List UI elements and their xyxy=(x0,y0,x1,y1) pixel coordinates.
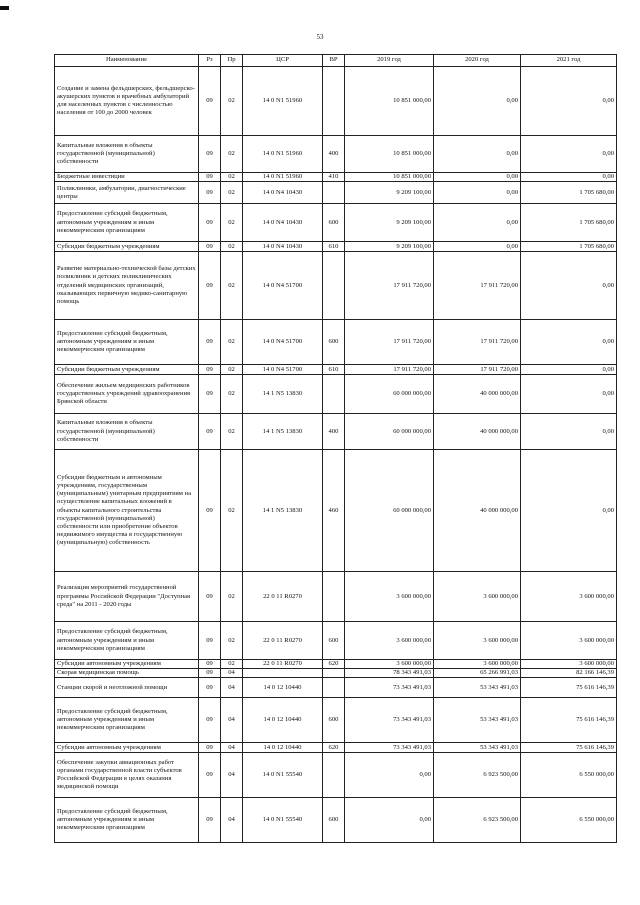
row-rz: 09 xyxy=(199,182,221,204)
row-2019: 3 600 000,00 xyxy=(345,572,434,622)
row-2019: 17 911 720,00 xyxy=(345,252,434,320)
row-csr xyxy=(243,669,323,678)
row-2021: 1 705 680,00 xyxy=(521,204,617,242)
row-rz: 09 xyxy=(199,450,221,572)
row-2019: 60 000 000,00 xyxy=(345,375,434,414)
header-2020: 2020 год xyxy=(434,55,521,67)
row-rz: 09 xyxy=(199,414,221,450)
header-2019: 2019 год xyxy=(345,55,434,67)
row-csr: 14 1 N5 13830 xyxy=(243,414,323,450)
row-2020: 3 600 000,00 xyxy=(434,572,521,622)
row-rz: 09 xyxy=(199,252,221,320)
row-2019: 9 209 100,00 xyxy=(345,242,434,252)
table-row xyxy=(55,622,617,660)
table-row xyxy=(55,242,617,252)
row-vr: 620 xyxy=(323,660,345,669)
row-2020: 6 923 500,00 xyxy=(434,798,521,843)
row-name: Капитальные вложения в объекты государственной (муниципальной) собственности xyxy=(55,136,199,173)
row-2020: 65 266 991,03 xyxy=(434,669,521,678)
row-vr xyxy=(323,669,345,678)
row-name: Обеспечение жильем медицинских работников государственных учреждений здравоохранения Брянской области xyxy=(55,375,199,414)
row-vr: 610 xyxy=(323,242,345,252)
row-csr: 14 0 12 10440 xyxy=(243,743,323,753)
row-rz: 09 xyxy=(199,572,221,622)
row-2020: 6 923 500,00 xyxy=(434,753,521,798)
row-csr: 14 0 N4 10430 xyxy=(243,242,323,252)
row-vr xyxy=(323,375,345,414)
row-2021: 0,00 xyxy=(521,365,617,375)
table-header-row xyxy=(55,55,617,67)
row-vr xyxy=(323,753,345,798)
row-csr: 14 0 N4 51700 xyxy=(243,252,323,320)
row-name: Поликлиники, амбулатории, диагностические центры xyxy=(55,182,199,204)
row-name: Предоставление субсидий бюджетным, автономным учреждениям и иным некоммерческим организациям xyxy=(55,320,199,365)
row-rz: 09 xyxy=(199,136,221,173)
table-row xyxy=(55,67,617,136)
row-2019: 73 343 491,03 xyxy=(345,698,434,743)
row-pr: 02 xyxy=(221,450,243,572)
row-pr: 02 xyxy=(221,365,243,375)
row-csr: 14 0 N4 51700 xyxy=(243,365,323,375)
table-row xyxy=(55,365,617,375)
row-2021: 6 550 000,00 xyxy=(521,798,617,843)
row-rz: 09 xyxy=(199,67,221,136)
row-pr: 02 xyxy=(221,660,243,669)
row-csr: 14 0 N4 51700 xyxy=(243,320,323,365)
row-vr: 410 xyxy=(323,173,345,182)
row-2021: 3 600 000,00 xyxy=(521,572,617,622)
row-rz: 09 xyxy=(199,698,221,743)
row-pr: 02 xyxy=(221,67,243,136)
row-pr: 02 xyxy=(221,252,243,320)
row-name: Субсидии бюджетным и автономным учреждениям, государственным (муниципальным) унитарным предприятиям на осуществление капитальных вложений в объекты капитального строительства государственной (муниципальной) собственности или приобретение объектов недвижимого имущества в государственную (муниципальную) собственность xyxy=(55,450,199,572)
row-2019: 3 600 000,00 xyxy=(345,660,434,669)
table-row xyxy=(55,798,617,843)
row-rz: 09 xyxy=(199,365,221,375)
row-rz: 09 xyxy=(199,375,221,414)
row-name: Развитие материально-технической базы детских поликлиник и детских поликлинических отделений медицинских организаций, оказывающих первичную медико-санитарную помощь xyxy=(55,252,199,320)
row-name: Станции скорой и неотложной помощи xyxy=(55,678,199,698)
row-name: Создание и замена фельдшерских, фельдшерско-акушерских пунктов и врачебных амбулаторий для населенных пунктов с численностью населения от 100 до 2000 человек xyxy=(55,67,199,136)
row-vr xyxy=(323,182,345,204)
row-name: Обеспечение закупки авиационных работ органами государственной власти субъектов Российской Федерации в целях оказания медицинской помощи xyxy=(55,753,199,798)
row-2020: 0,00 xyxy=(434,67,521,136)
row-2019: 78 343 491,03 xyxy=(345,669,434,678)
row-csr: 14 0 N1 55540 xyxy=(243,798,323,843)
row-csr: 22 0 11 R0270 xyxy=(243,660,323,669)
table-row xyxy=(55,320,617,365)
row-vr xyxy=(323,252,345,320)
table-row xyxy=(55,753,617,798)
header-csr: ЦСР xyxy=(243,55,323,67)
row-vr: 460 xyxy=(323,450,345,572)
row-csr: 22 0 11 R0270 xyxy=(243,572,323,622)
row-csr: 14 0 N4 10430 xyxy=(243,204,323,242)
row-csr: 22 0 11 R0270 xyxy=(243,622,323,660)
row-2020: 3 600 000,00 xyxy=(434,660,521,669)
budget-table xyxy=(54,54,617,843)
row-csr: 14 0 N1 55540 xyxy=(243,753,323,798)
row-2019: 73 343 491,03 xyxy=(345,743,434,753)
row-vr: 600 xyxy=(323,320,345,365)
table-row xyxy=(55,182,617,204)
table-row xyxy=(55,669,617,678)
table-row xyxy=(55,660,617,669)
row-rz: 09 xyxy=(199,173,221,182)
row-2021: 75 616 146,39 xyxy=(521,678,617,698)
row-2019: 0,00 xyxy=(345,753,434,798)
row-rz: 09 xyxy=(199,798,221,843)
row-rz: 09 xyxy=(199,320,221,365)
row-pr: 02 xyxy=(221,136,243,173)
row-2021: 0,00 xyxy=(521,450,617,572)
row-csr: 14 0 N1 51960 xyxy=(243,67,323,136)
row-pr: 02 xyxy=(221,182,243,204)
table-row xyxy=(55,375,617,414)
row-2020: 3 600 000,00 xyxy=(434,622,521,660)
header-name: Наименование xyxy=(55,55,199,67)
row-rz: 09 xyxy=(199,753,221,798)
row-csr: 14 1 N5 13830 xyxy=(243,375,323,414)
row-2020: 0,00 xyxy=(434,173,521,182)
row-rz: 09 xyxy=(199,204,221,242)
row-2020: 0,00 xyxy=(434,204,521,242)
row-2021: 3 600 000,00 xyxy=(521,622,617,660)
row-name: Реализация мероприятий государственной программы Российской Федерации "Доступная среда" на 2011 - 2020 годы xyxy=(55,572,199,622)
row-2020: 53 343 491,03 xyxy=(434,678,521,698)
row-vr: 600 xyxy=(323,622,345,660)
row-2021: 0,00 xyxy=(521,173,617,182)
header-pr: Пр xyxy=(221,55,243,67)
row-2019: 10 851 000,00 xyxy=(345,173,434,182)
row-pr: 04 xyxy=(221,798,243,843)
row-vr: 620 xyxy=(323,743,345,753)
row-rz: 09 xyxy=(199,743,221,753)
row-rz: 09 xyxy=(199,242,221,252)
table-row xyxy=(55,572,617,622)
row-csr: 14 0 N1 51960 xyxy=(243,173,323,182)
row-2019: 60 000 000,00 xyxy=(345,450,434,572)
row-name: Предоставление субсидий бюджетным, автономным учреждениям и иным некоммерческим организациям xyxy=(55,798,199,843)
row-name: Предоставление субсидий бюджетным, автономным учреждениям и иным некоммерческим организациям xyxy=(55,698,199,743)
row-csr: 14 0 N1 51960 xyxy=(243,136,323,173)
row-vr xyxy=(323,572,345,622)
row-2019: 60 000 000,00 xyxy=(345,414,434,450)
row-name: Субсидии бюджетным учреждениям xyxy=(55,365,199,375)
row-pr: 02 xyxy=(221,320,243,365)
table-row xyxy=(55,173,617,182)
row-vr xyxy=(323,67,345,136)
row-2021: 0,00 xyxy=(521,136,617,173)
row-2021: 0,00 xyxy=(521,252,617,320)
row-2021: 75 616 146,39 xyxy=(521,743,617,753)
row-2020: 53 343 491,03 xyxy=(434,698,521,743)
table-row xyxy=(55,414,617,450)
row-pr: 02 xyxy=(221,375,243,414)
row-pr: 02 xyxy=(221,173,243,182)
table-row xyxy=(55,678,617,698)
row-rz: 09 xyxy=(199,669,221,678)
row-vr: 400 xyxy=(323,414,345,450)
row-vr: 400 xyxy=(323,136,345,173)
row-2021: 1 705 680,00 xyxy=(521,182,617,204)
row-vr: 600 xyxy=(323,798,345,843)
row-2019: 9 209 100,00 xyxy=(345,182,434,204)
row-2021: 6 550 000,00 xyxy=(521,753,617,798)
row-pr: 02 xyxy=(221,622,243,660)
row-rz: 09 xyxy=(199,660,221,669)
row-2020: 0,00 xyxy=(434,242,521,252)
row-name: Субсидии бюджетным учреждениям xyxy=(55,242,199,252)
scan-corner-mark xyxy=(0,6,9,10)
row-2021: 0,00 xyxy=(521,67,617,136)
row-pr: 04 xyxy=(221,669,243,678)
row-csr: 14 0 12 10440 xyxy=(243,678,323,698)
row-pr: 02 xyxy=(221,414,243,450)
row-2021: 75 616 146,39 xyxy=(521,698,617,743)
row-2021: 3 600 000,00 xyxy=(521,660,617,669)
row-2021: 0,00 xyxy=(521,375,617,414)
row-2019: 73 343 491,03 xyxy=(345,678,434,698)
row-2019: 10 851 000,00 xyxy=(345,67,434,136)
row-pr: 02 xyxy=(221,242,243,252)
row-name: Субсидии автономным учреждениям xyxy=(55,660,199,669)
row-2020: 0,00 xyxy=(434,136,521,173)
table-row xyxy=(55,204,617,242)
row-2019: 17 911 720,00 xyxy=(345,320,434,365)
row-vr xyxy=(323,678,345,698)
row-csr: 14 0 12 10440 xyxy=(243,698,323,743)
header-2021: 2021 год xyxy=(521,55,617,67)
row-pr: 04 xyxy=(221,743,243,753)
row-2020: 40 000 000,00 xyxy=(434,414,521,450)
row-csr: 14 1 N5 13830 xyxy=(243,450,323,572)
row-rz: 09 xyxy=(199,678,221,698)
row-2019: 10 851 000,00 xyxy=(345,136,434,173)
row-vr: 600 xyxy=(323,698,345,743)
row-2019: 9 209 100,00 xyxy=(345,204,434,242)
row-2021: 1 705 680,00 xyxy=(521,242,617,252)
row-2019: 0,00 xyxy=(345,798,434,843)
row-rz: 09 xyxy=(199,622,221,660)
row-2020: 17 911 720,00 xyxy=(434,252,521,320)
row-pr: 02 xyxy=(221,572,243,622)
row-pr: 04 xyxy=(221,753,243,798)
row-2020: 17 911 720,00 xyxy=(434,365,521,375)
row-2020: 53 343 491,03 xyxy=(434,743,521,753)
row-name: Предоставление субсидий бюджетным, автономным учреждениям и иным некоммерческим организациям xyxy=(55,622,199,660)
row-pr: 02 xyxy=(221,204,243,242)
row-2020: 40 000 000,00 xyxy=(434,375,521,414)
row-pr: 04 xyxy=(221,698,243,743)
table-row xyxy=(55,252,617,320)
table-row xyxy=(55,698,617,743)
header-vr: ВР xyxy=(323,55,345,67)
row-2020: 40 000 000,00 xyxy=(434,450,521,572)
row-2020: 17 911 720,00 xyxy=(434,320,521,365)
row-name: Скорая медицинская помощь xyxy=(55,669,199,678)
row-vr: 610 xyxy=(323,365,345,375)
row-name: Бюджетные инвестиции xyxy=(55,173,199,182)
table-row xyxy=(55,450,617,572)
row-2019: 3 600 000,00 xyxy=(345,622,434,660)
row-name: Предоставление субсидий бюджетным, автономным учреждениям и иным некоммерческим организациям xyxy=(55,204,199,242)
row-2021: 82 166 146,39 xyxy=(521,669,617,678)
row-2019: 17 911 720,00 xyxy=(345,365,434,375)
page-number: 53 xyxy=(316,33,324,41)
row-csr: 14 0 N4 10430 xyxy=(243,182,323,204)
row-2020: 0,00 xyxy=(434,182,521,204)
row-name: Субсидии автономным учреждениям xyxy=(55,743,199,753)
table-row xyxy=(55,743,617,753)
row-name: Капитальные вложения в объекты государственной (муниципальной) собственности xyxy=(55,414,199,450)
table-row xyxy=(55,136,617,173)
header-rz: Рз xyxy=(199,55,221,67)
row-vr: 600 xyxy=(323,204,345,242)
row-2021: 0,00 xyxy=(521,414,617,450)
row-pr: 04 xyxy=(221,678,243,698)
row-2021: 0,00 xyxy=(521,320,617,365)
